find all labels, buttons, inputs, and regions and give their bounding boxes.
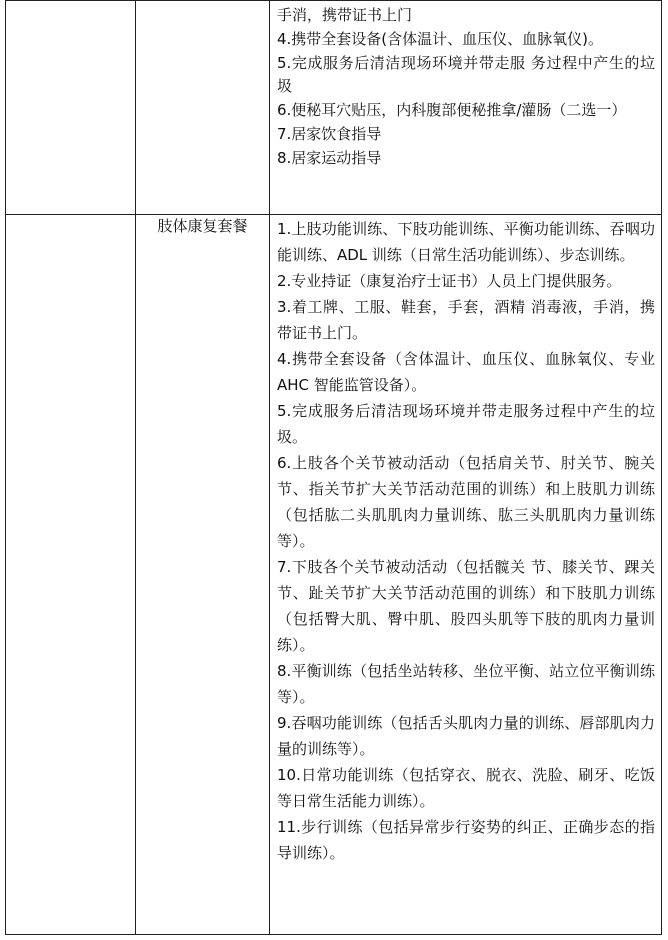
- package-name-cell: [136, 215, 270, 935]
- list-item: 6.上肢各个关节被动活动（包括肩关节、肘关节、腕关节、指关节扩大关节活动范围的训练）和上肢肌力训练（包括肱二头肌肌肉力量训练、肱三头肌肌肉力量训练等）。: [277, 454, 655, 550]
- empty-cell: [6, 1, 136, 215]
- list-item: 4.携带全套设备(含体温计、血压仪、血脉氧仪)。: [277, 29, 604, 48]
- list-item: 9.吞咽功能训练（包括舌头肌肉力量的训练、唇部肌肉力量的训练等）。: [277, 714, 655, 758]
- table-row: [6, 215, 662, 935]
- empty-cell: [6, 215, 136, 935]
- list-item: 8.居家运动指导: [277, 148, 382, 167]
- list-item: 5.完成服务后清洁现场环境并带走服务过程中产生的垃圾。: [277, 402, 655, 446]
- list-item: 8.平衡训练（包括坐站转移、坐位平衡、站立位平衡训练等）。: [277, 662, 655, 706]
- service-content-cell: [270, 1, 662, 215]
- list-item: 2.专业持证（康复治疗士证书）人员上门提供服务。: [277, 272, 622, 290]
- list-item: 10.日常功能训练（包括穿衣、脱衣、洗脸、刷牙、吃饭等日常生活能力训练）。: [277, 766, 655, 810]
- list-item: 6.便秘耳穴贴压，内科腹部便秘推拿/灌肠（二选一）: [277, 101, 627, 120]
- package-name-cell: [136, 1, 270, 215]
- list-item: 3.着工牌、工服、鞋套，手套，酒精 消毒液，手消，携带证书上门。: [277, 298, 655, 342]
- list-item: 手消，携带证书上门: [277, 6, 413, 24]
- list-item: 7.居家饮食指导: [277, 124, 382, 143]
- list-item: 4.携带全套设备（含体温计、血压仪、血脉氧仪、专业 AHC 智能监管设备）。: [277, 350, 655, 394]
- list-item: 1.上肢功能训练、下肢功能训练、平衡功能训练、吞咽功能训练、ADL 训练（日常生活功能训练）、步态训练。: [277, 220, 655, 264]
- list-item: 7.下肢各个关节被动活动（包括髋关 节、膝关节、踝关节、趾关节扩大关节活动范围的训练）和下肢肌力训练（包括臀大肌、臀中肌、股四头肌等下肢的肌肉力量训练）。: [277, 558, 655, 654]
- list-item: 5.完成服务后清洁现场环境并带走服 务过程中产生的垃圾: [277, 53, 655, 96]
- service-package-table: [5, 0, 662, 935]
- list-item: 11.步行训练（包括异常步行姿势的纠正、正确步态的指导训练）。: [277, 818, 655, 862]
- table-row: [6, 1, 662, 215]
- service-content-cell: [270, 215, 662, 935]
- package-name: 肢体康复套餐: [157, 217, 248, 235]
